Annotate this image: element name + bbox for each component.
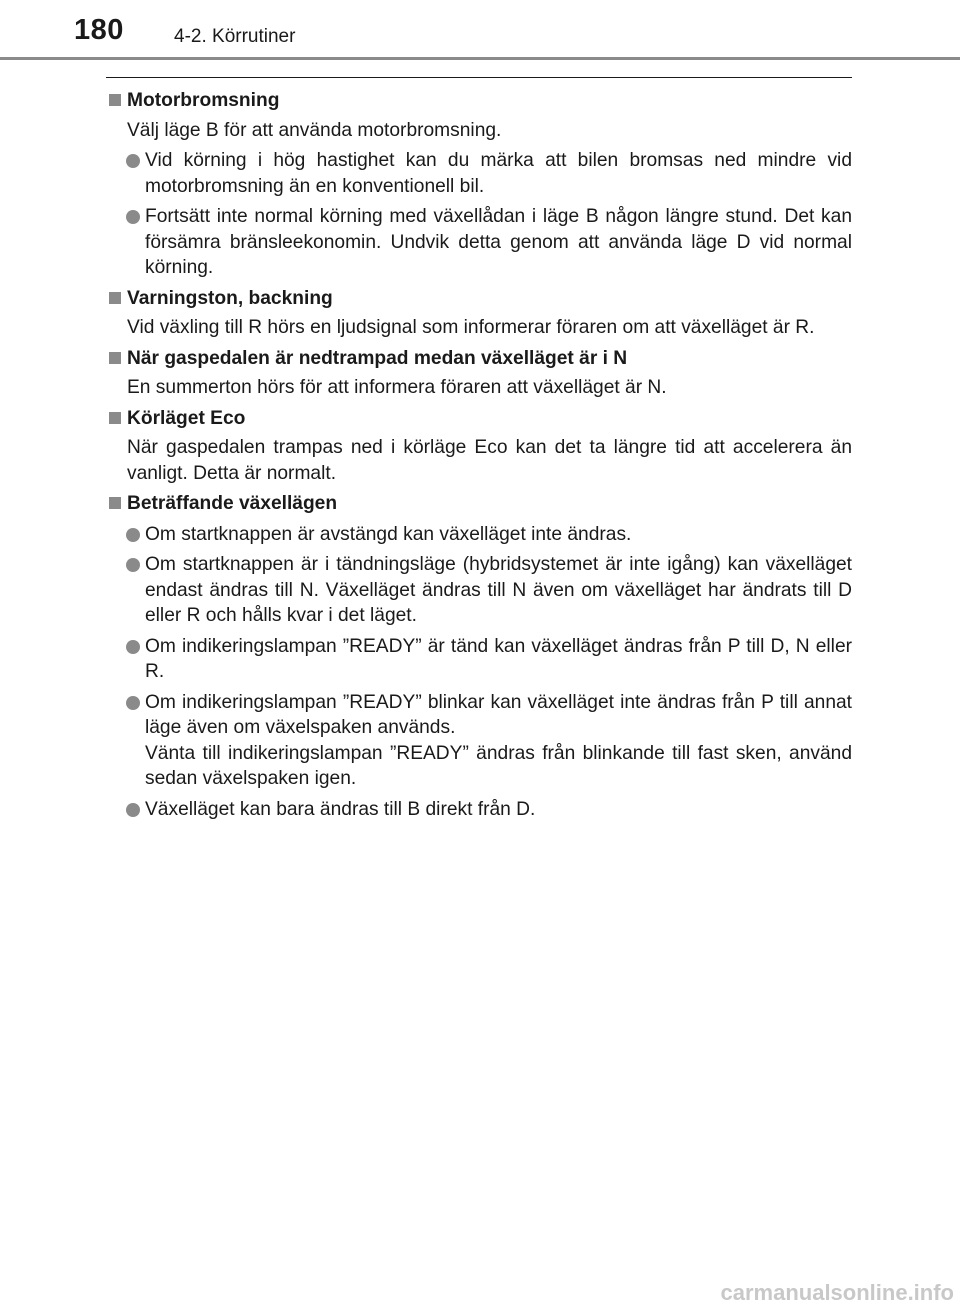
section	[108, 88, 852, 281]
chapter-title: 4-2. Körrutiner	[174, 26, 296, 47]
list-item-text: Vänta till indikeringslampan ”READY” ändras från blinkande till fast sken, använd sedan växelspaken igen.	[145, 742, 852, 789]
circle-bullet-icon	[126, 528, 140, 542]
square-bullet-icon	[109, 292, 121, 304]
circle-bullet-icon	[126, 696, 140, 710]
section	[108, 406, 852, 487]
list-item	[108, 797, 852, 823]
square-bullet-icon	[109, 497, 121, 509]
section	[108, 286, 852, 341]
header-divider	[0, 57, 960, 60]
circle-bullet-icon	[126, 210, 140, 224]
section-title	[108, 346, 852, 372]
section-title	[108, 491, 852, 517]
list-item	[108, 634, 852, 685]
section	[108, 346, 852, 401]
list-item-text: Om indikeringslampan ”READY” blinkar kan växelläget inte ändras från P till annat läge även om växelspaken används.	[145, 691, 852, 738]
list-item	[108, 204, 852, 281]
list-item-text: Om startknappen är i tändningsläge (hybridsystemet är inte igång) kan växelläget endast ändras till N. Växelläget ändras till N även om växelläget har ändrats till D eller R och hålls kvar i det läget.	[145, 554, 852, 626]
circle-bullet-icon	[126, 154, 140, 168]
square-bullet-icon	[109, 352, 121, 364]
paragraph: När gaspedalen trampas ned i körläge Eco kan det ta längre tid att accelerera än vanligt. Detta är normalt.	[127, 437, 852, 484]
section-title	[108, 88, 852, 114]
section-title	[108, 286, 852, 312]
square-bullet-icon	[109, 412, 121, 424]
watermark: carmanualsonline.info	[720, 1280, 954, 1305]
circle-bullet-icon	[126, 803, 140, 817]
section-title-text: Varningston, backning	[127, 287, 333, 309]
section-title	[108, 406, 852, 432]
list-item	[108, 552, 852, 629]
list-item-text: Om indikeringslampan ”READY” är tänd kan växelläget ändras från P till D, N eller R.	[145, 635, 852, 682]
section-title-text: När gaspedalen är nedtrampad medan växelläget är i N	[127, 347, 628, 369]
list-item-text: Fortsätt inte normal körning med växellådan i läge B någon längre stund. Det kan försämra bränsleekonomin. Undvik detta genom att använda läge D vid normal körning.	[145, 206, 852, 278]
section-title-text: Körläget Eco	[127, 407, 246, 429]
square-bullet-icon	[109, 94, 121, 106]
page-number: 180	[74, 14, 124, 46]
list-item-text: Om startknappen är avstängd kan växelläget inte ändras.	[145, 523, 632, 545]
list-item	[108, 690, 852, 792]
paragraph: Välj läge B för att använda motorbromsning.	[127, 119, 502, 141]
section-title-text: Beträffande växellägen	[127, 493, 338, 514]
list-item	[108, 148, 852, 199]
section-title-text: Motorbromsning	[127, 90, 280, 111]
section	[108, 491, 852, 822]
circle-bullet-icon	[126, 558, 140, 572]
list-item	[108, 522, 852, 548]
list-item-text: Växelläget kan bara ändras till B direkt från D.	[145, 798, 536, 820]
list-item-text: Vid körning i hög hastighet kan du märka att bilen bromsas ned mindre vid motorbromsning än en konventionell bil.	[145, 150, 852, 197]
document-body	[108, 88, 852, 827]
content-divider	[106, 77, 852, 78]
circle-bullet-icon	[126, 640, 140, 654]
paragraph: Vid växling till R hörs en ljudsignal som informerar föraren om att växelläget är R.	[127, 317, 815, 338]
paragraph: En summerton hörs för att informera föraren att växelläget är N.	[127, 377, 667, 398]
